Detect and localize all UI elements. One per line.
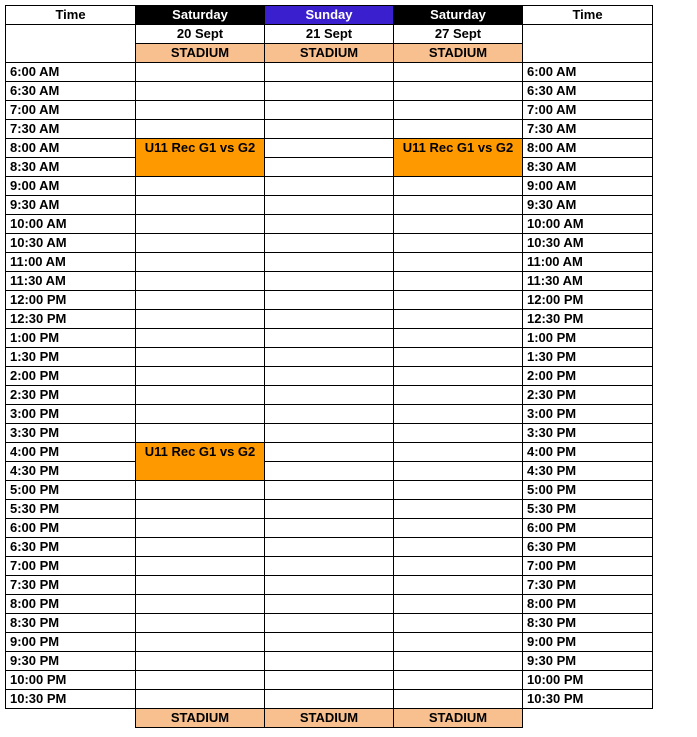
- time-label-right: 9:30 AM: [523, 196, 653, 215]
- time-label-left: 1:30 PM: [6, 348, 136, 367]
- slot-cell[interactable]: [265, 272, 394, 291]
- slot-cell[interactable]: [265, 633, 394, 652]
- time-label-right: 6:30 AM: [523, 82, 653, 101]
- slot-cell[interactable]: [394, 196, 523, 215]
- time-row: [6, 519, 653, 538]
- slot-cell[interactable]: [136, 329, 265, 348]
- slot-cell[interactable]: [265, 234, 394, 253]
- slot-cell[interactable]: [265, 310, 394, 329]
- slot-cell[interactable]: [265, 158, 394, 177]
- slot-cell[interactable]: [265, 215, 394, 234]
- slot-cell[interactable]: [394, 614, 523, 633]
- date-header-2: 27 Sept: [394, 25, 523, 44]
- time-row: [6, 671, 653, 690]
- time-label-left: 9:30 AM: [6, 196, 136, 215]
- slot-cell[interactable]: [265, 443, 394, 462]
- slot-cell[interactable]: [394, 633, 523, 652]
- time-row: [6, 367, 653, 386]
- slot-cell[interactable]: [265, 557, 394, 576]
- slot-cell[interactable]: [265, 177, 394, 196]
- slot-cell[interactable]: [136, 253, 265, 272]
- time-row: [6, 139, 653, 158]
- blank-cell: [523, 709, 653, 728]
- time-label-left: 12:30 PM: [6, 310, 136, 329]
- slot-cell[interactable]: [136, 82, 265, 101]
- day-header-2: Saturday: [394, 6, 523, 25]
- slot-cell[interactable]: [136, 424, 265, 443]
- time-row: [6, 481, 653, 500]
- slot-cell[interactable]: [394, 386, 523, 405]
- slot-cell[interactable]: [394, 671, 523, 690]
- slot-cell[interactable]: [394, 481, 523, 500]
- slot-cell[interactable]: [136, 690, 265, 709]
- time-label-right: 6:00 PM: [523, 519, 653, 538]
- slot-cell[interactable]: [265, 329, 394, 348]
- time-label-left: 2:30 PM: [6, 386, 136, 405]
- time-label-right: 5:00 PM: [523, 481, 653, 500]
- slot-cell[interactable]: [136, 652, 265, 671]
- time-row: [6, 158, 653, 177]
- slot-cell[interactable]: [136, 500, 265, 519]
- slot-cell[interactable]: [265, 253, 394, 272]
- time-label-right: 11:00 AM: [523, 253, 653, 272]
- time-label-left: 11:30 AM: [6, 272, 136, 291]
- slot-cell[interactable]: [265, 481, 394, 500]
- slot-cell[interactable]: [394, 443, 523, 462]
- time-label-right: 6:00 AM: [523, 63, 653, 82]
- time-row: [6, 234, 653, 253]
- time-row: [6, 329, 653, 348]
- time-label-left: 1:00 PM: [6, 329, 136, 348]
- day-header-0: Saturday: [136, 6, 265, 25]
- slot-cell[interactable]: [394, 215, 523, 234]
- time-label-left: 6:30 AM: [6, 82, 136, 101]
- slot-cell[interactable]: [394, 405, 523, 424]
- game-block[interactable]: U11 Rec G1 vs G2: [136, 139, 265, 177]
- time-row: [6, 405, 653, 424]
- schedule-grid: [5, 5, 653, 728]
- time-label-right: 8:00 AM: [523, 139, 653, 158]
- slot-cell[interactable]: [265, 367, 394, 386]
- time-label-left: 7:30 AM: [6, 120, 136, 139]
- slot-cell[interactable]: [136, 481, 265, 500]
- time-label-right: 7:00 AM: [523, 101, 653, 120]
- slot-cell[interactable]: [394, 690, 523, 709]
- time-row: [6, 101, 653, 120]
- slot-cell[interactable]: [136, 177, 265, 196]
- time-label-left: 3:00 PM: [6, 405, 136, 424]
- slot-cell[interactable]: [394, 234, 523, 253]
- time-row: [6, 253, 653, 272]
- venue-header-2: STADIUM: [394, 44, 523, 63]
- time-label-left: 4:30 PM: [6, 462, 136, 481]
- venue-header-0: STADIUM: [136, 44, 265, 63]
- time-row: [6, 576, 653, 595]
- time-label-left: 9:00 AM: [6, 177, 136, 196]
- time-row: [6, 557, 653, 576]
- slot-cell[interactable]: [265, 671, 394, 690]
- header-day-row: [6, 6, 653, 25]
- time-label-left: 10:00 PM: [6, 671, 136, 690]
- slot-cell[interactable]: [265, 576, 394, 595]
- time-label-left: 11:00 AM: [6, 253, 136, 272]
- time-label-right: 9:00 AM: [523, 177, 653, 196]
- time-label-right: 10:30 PM: [523, 690, 653, 709]
- slot-cell[interactable]: [265, 614, 394, 633]
- blank-cell: [523, 25, 653, 63]
- slot-cell[interactable]: [136, 386, 265, 405]
- time-header-left: Time: [6, 6, 136, 25]
- time-label-left: 8:00 PM: [6, 595, 136, 614]
- slot-cell[interactable]: [394, 291, 523, 310]
- time-label-right: 10:00 AM: [523, 215, 653, 234]
- time-row: [6, 633, 653, 652]
- date-header-0: 20 Sept: [136, 25, 265, 44]
- slot-cell[interactable]: [265, 63, 394, 82]
- slot-cell[interactable]: [265, 595, 394, 614]
- time-label-left: 3:30 PM: [6, 424, 136, 443]
- slot-cell[interactable]: [394, 576, 523, 595]
- time-label-right: 4:00 PM: [523, 443, 653, 462]
- slot-cell[interactable]: [394, 310, 523, 329]
- time-label-left: 7:00 PM: [6, 557, 136, 576]
- time-label-right: 8:30 PM: [523, 614, 653, 633]
- slot-cell[interactable]: [136, 63, 265, 82]
- slot-cell[interactable]: [265, 139, 394, 158]
- time-label-right: 7:00 PM: [523, 557, 653, 576]
- time-label-left: 5:30 PM: [6, 500, 136, 519]
- slot-cell[interactable]: [265, 101, 394, 120]
- slot-cell[interactable]: [136, 576, 265, 595]
- time-label-left: 10:30 AM: [6, 234, 136, 253]
- slot-cell[interactable]: [136, 405, 265, 424]
- game-block[interactable]: U11 Rec G1 vs G2: [394, 139, 523, 177]
- time-row: [6, 443, 653, 462]
- time-label-right: 3:00 PM: [523, 405, 653, 424]
- slot-cell[interactable]: [265, 348, 394, 367]
- time-row: [6, 120, 653, 139]
- time-row: [6, 614, 653, 633]
- slot-cell[interactable]: [136, 101, 265, 120]
- time-row: [6, 462, 653, 481]
- time-label-left: 4:00 PM: [6, 443, 136, 462]
- slot-cell[interactable]: [136, 614, 265, 633]
- time-row: [6, 348, 653, 367]
- slot-cell[interactable]: [265, 500, 394, 519]
- time-label-right: 11:30 AM: [523, 272, 653, 291]
- time-label-right: 2:00 PM: [523, 367, 653, 386]
- time-label-right: 5:30 PM: [523, 500, 653, 519]
- slot-cell[interactable]: [394, 348, 523, 367]
- time-label-right: 3:30 PM: [523, 424, 653, 443]
- time-label-left: 8:30 AM: [6, 158, 136, 177]
- venue-footer-0: STADIUM: [136, 709, 265, 728]
- date-header-1: 21 Sept: [265, 25, 394, 44]
- slot-cell[interactable]: [136, 215, 265, 234]
- time-row: [6, 652, 653, 671]
- slot-cell[interactable]: [394, 538, 523, 557]
- time-label-right: 8:00 PM: [523, 595, 653, 614]
- time-label-right: 10:00 PM: [523, 671, 653, 690]
- time-label-right: 10:30 AM: [523, 234, 653, 253]
- slot-cell[interactable]: [136, 671, 265, 690]
- time-label-left: 8:00 AM: [6, 139, 136, 158]
- time-label-right: 9:00 PM: [523, 633, 653, 652]
- time-row: [6, 424, 653, 443]
- slot-cell[interactable]: [394, 595, 523, 614]
- time-header-right: Time: [523, 6, 653, 25]
- time-row: [6, 196, 653, 215]
- slot-cell[interactable]: [265, 538, 394, 557]
- slot-cell[interactable]: [394, 120, 523, 139]
- time-label-right: 12:00 PM: [523, 291, 653, 310]
- time-label-left: 2:00 PM: [6, 367, 136, 386]
- footer-venue-row: [6, 709, 653, 728]
- time-row: [6, 272, 653, 291]
- time-row: [6, 595, 653, 614]
- time-row: [6, 538, 653, 557]
- slot-cell[interactable]: [265, 405, 394, 424]
- time-label-left: 8:30 PM: [6, 614, 136, 633]
- slot-cell[interactable]: [136, 291, 265, 310]
- slot-cell[interactable]: [265, 82, 394, 101]
- time-row: [6, 291, 653, 310]
- time-label-left: 9:00 PM: [6, 633, 136, 652]
- time-row: [6, 177, 653, 196]
- time-row: [6, 500, 653, 519]
- slot-cell[interactable]: [136, 595, 265, 614]
- slot-cell[interactable]: [136, 367, 265, 386]
- slot-cell[interactable]: [136, 633, 265, 652]
- time-label-right: 12:30 PM: [523, 310, 653, 329]
- slot-cell[interactable]: [265, 652, 394, 671]
- time-row: [6, 690, 653, 709]
- slot-cell[interactable]: [394, 500, 523, 519]
- slot-cell[interactable]: [394, 424, 523, 443]
- time-label-right: 2:30 PM: [523, 386, 653, 405]
- slot-cell[interactable]: [265, 120, 394, 139]
- time-label-left: 6:00 PM: [6, 519, 136, 538]
- venue-header-1: STADIUM: [265, 44, 394, 63]
- slot-cell[interactable]: [394, 101, 523, 120]
- time-label-left: 12:00 PM: [6, 291, 136, 310]
- slot-cell[interactable]: [136, 234, 265, 253]
- slot-cell[interactable]: [394, 652, 523, 671]
- time-label-left: 7:00 AM: [6, 101, 136, 120]
- slot-cell[interactable]: [265, 196, 394, 215]
- slot-cell[interactable]: [394, 329, 523, 348]
- time-label-right: 9:30 PM: [523, 652, 653, 671]
- time-label-left: 9:30 PM: [6, 652, 136, 671]
- slot-cell[interactable]: [265, 519, 394, 538]
- slot-cell[interactable]: [136, 538, 265, 557]
- slot-cell[interactable]: [136, 557, 265, 576]
- time-row: [6, 82, 653, 101]
- time-label-left: 5:00 PM: [6, 481, 136, 500]
- slot-cell[interactable]: [136, 196, 265, 215]
- time-label-right: 8:30 AM: [523, 158, 653, 177]
- slot-cell[interactable]: [136, 519, 265, 538]
- slot-cell[interactable]: [394, 177, 523, 196]
- time-label-right: 6:30 PM: [523, 538, 653, 557]
- slot-cell[interactable]: [136, 120, 265, 139]
- time-row: [6, 386, 653, 405]
- slot-cell[interactable]: [136, 348, 265, 367]
- slot-cell[interactable]: [136, 272, 265, 291]
- time-label-right: 4:30 PM: [523, 462, 653, 481]
- day-header-1: Sunday: [265, 6, 394, 25]
- slot-cell[interactable]: [394, 272, 523, 291]
- time-label-left: 7:30 PM: [6, 576, 136, 595]
- slot-cell[interactable]: [265, 462, 394, 481]
- schedule-body: [6, 6, 653, 728]
- time-label-right: 7:30 PM: [523, 576, 653, 595]
- game-block[interactable]: U11 Rec G1 vs G2: [136, 443, 265, 481]
- slot-cell[interactable]: [136, 310, 265, 329]
- slot-cell[interactable]: [265, 291, 394, 310]
- slot-cell[interactable]: [265, 386, 394, 405]
- time-row: [6, 63, 653, 82]
- slot-cell[interactable]: [394, 367, 523, 386]
- time-label-left: 6:00 AM: [6, 63, 136, 82]
- slot-cell[interactable]: [394, 462, 523, 481]
- header-date-row: [6, 25, 653, 44]
- blank-cell: [6, 709, 136, 728]
- slot-cell[interactable]: [394, 253, 523, 272]
- slot-cell[interactable]: [394, 557, 523, 576]
- time-row: [6, 215, 653, 234]
- slot-cell[interactable]: [265, 690, 394, 709]
- blank-cell: [6, 25, 136, 63]
- venue-footer-1: STADIUM: [265, 709, 394, 728]
- slot-cell[interactable]: [394, 63, 523, 82]
- slot-cell[interactable]: [394, 519, 523, 538]
- time-label-right: 7:30 AM: [523, 120, 653, 139]
- slot-cell[interactable]: [265, 424, 394, 443]
- time-label-right: 1:30 PM: [523, 348, 653, 367]
- time-label-right: 1:00 PM: [523, 329, 653, 348]
- time-label-left: 10:00 AM: [6, 215, 136, 234]
- time-row: [6, 310, 653, 329]
- venue-footer-2: STADIUM: [394, 709, 523, 728]
- slot-cell[interactable]: [394, 82, 523, 101]
- time-label-left: 6:30 PM: [6, 538, 136, 557]
- time-label-left: 10:30 PM: [6, 690, 136, 709]
